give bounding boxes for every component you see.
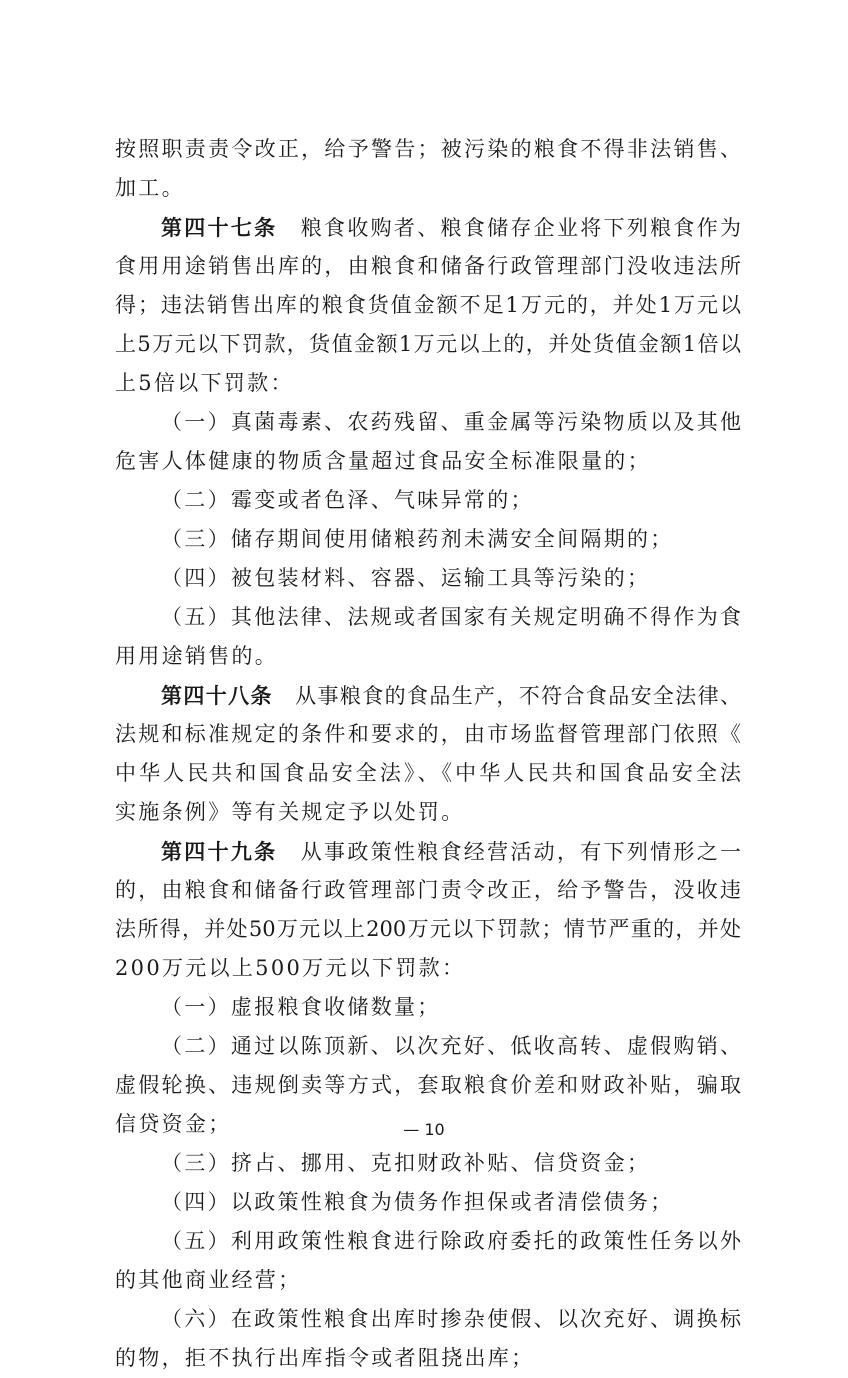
text-line bbox=[115, 520, 741, 559]
text-line bbox=[115, 1261, 741, 1300]
text-line bbox=[115, 325, 741, 364]
line-text: 从事粮食的食品生产，不符合食品安全法律、 bbox=[272, 684, 742, 708]
text-line bbox=[115, 130, 741, 169]
text-line bbox=[115, 676, 741, 715]
line-text: （六）在政策性粮食出库时掺杂使假、以次充好、调换标 bbox=[161, 1307, 741, 1331]
line-text: （一）真菌毒素、农药残留、重金属等污染物质以及其他 bbox=[161, 410, 741, 434]
line-text: （三）储存期间使用储粮药剂未满安全间隔期的； bbox=[161, 527, 674, 551]
line-text: （五）利用政策性粮食进行除政府委托的政策性任务以外 bbox=[161, 1229, 741, 1253]
line-text: （四）被包装材料、容器、运输工具等污染的； bbox=[161, 566, 651, 590]
text-line bbox=[115, 1222, 741, 1261]
text-line bbox=[115, 559, 741, 598]
line-text: 加工。 bbox=[115, 176, 185, 200]
text-line bbox=[115, 1300, 741, 1339]
text-line bbox=[115, 1144, 741, 1183]
page-number: — 10 bbox=[403, 1120, 445, 1139]
line-text: （五）其他法律、法规或者国家有关规定明确不得作为食 bbox=[161, 605, 741, 629]
line-text: 的物，拒不执行出库指令或者阻挠出库； bbox=[115, 1346, 535, 1370]
line-text: （二）通过以陈顶新、以次充好、低收高转、虚假购销、 bbox=[161, 1034, 741, 1058]
text-line bbox=[115, 793, 741, 832]
text-line bbox=[115, 442, 741, 481]
line-text: 危害人体健康的物质含量超过食品安全标准限量的； bbox=[115, 449, 651, 473]
text-line bbox=[115, 832, 741, 871]
line-text: （一）虚报粮食收储数量； bbox=[161, 995, 441, 1019]
article-number: 第四十七条 bbox=[161, 215, 278, 240]
text-line bbox=[115, 910, 741, 949]
line-text: （四）以政策性粮食为债务作担保或者清偿债务； bbox=[161, 1190, 674, 1214]
line-text: 200万元以上500万元以下罚款： bbox=[115, 956, 466, 980]
text-line bbox=[115, 1066, 741, 1105]
line-text: 用用途销售的。 bbox=[115, 644, 279, 668]
text-line bbox=[115, 169, 741, 208]
text-line bbox=[115, 637, 741, 676]
line-text: 食用用途销售出库的，由粮食和储备行政管理部门没收违法所 bbox=[115, 254, 741, 278]
line-text: 实施条例》等有关规定予以处罚。 bbox=[115, 800, 465, 824]
text-line bbox=[115, 754, 741, 793]
text-line bbox=[115, 715, 741, 754]
text-line bbox=[115, 871, 741, 910]
text-line bbox=[115, 286, 741, 325]
text-line bbox=[115, 1027, 741, 1066]
line-text: 上5倍以下罚款： bbox=[115, 371, 294, 395]
text-line bbox=[115, 598, 741, 637]
text-line bbox=[115, 247, 741, 286]
line-text: （二）霉变或者色泽、气味异常的； bbox=[161, 488, 534, 512]
line-text: 的其他商业经营； bbox=[115, 1268, 302, 1292]
line-text: 得；违法销售出库的粮食货值金额不足1万元的，并处1万元以 bbox=[115, 293, 741, 317]
line-text: 的，由粮食和储备行政管理部门责令改正，给予警告，没收违 bbox=[115, 878, 741, 902]
text-line bbox=[115, 988, 741, 1027]
article-number: 第四十九条 bbox=[161, 839, 278, 864]
line-text: 中华人民共和国食品安全法》、《中华人民共和国食品安全法 bbox=[115, 761, 741, 785]
article-number: 第四十八条 bbox=[161, 683, 273, 708]
text-line bbox=[115, 208, 741, 247]
text-line bbox=[115, 1339, 741, 1378]
line-text: 从事政策性粮食经营活动，有下列情形之一 bbox=[277, 840, 742, 864]
line-text: 粮食收购者、粮食储存企业将下列粮食作为 bbox=[277, 216, 742, 240]
text-line bbox=[115, 481, 741, 520]
text-line bbox=[115, 1183, 741, 1222]
text-line bbox=[115, 403, 741, 442]
line-text: 上5万元以下罚款，货值金额1万元以上的，并处货值金额1倍以 bbox=[115, 332, 741, 356]
line-text: 法所得，并处50万元以上200万元以下罚款；情节严重的，并处 bbox=[115, 917, 741, 941]
line-text: 信贷资金； bbox=[115, 1112, 232, 1136]
text-line bbox=[115, 949, 741, 988]
line-text: 法规和标准规定的条件和要求的，由市场监督管理部门依照《 bbox=[115, 722, 741, 746]
line-text: 按照职责责令改正，给予警告；被污染的粮食不得非法销售、 bbox=[115, 137, 741, 161]
text-line bbox=[115, 364, 741, 403]
line-text: 虚假轮换、违规倒卖等方式，套取粮食价差和财政补贴，骗取 bbox=[115, 1073, 741, 1097]
line-text: （三）挤占、挪用、克扣财政补贴、信贷资金； bbox=[161, 1151, 651, 1175]
document-body bbox=[115, 130, 741, 1378]
